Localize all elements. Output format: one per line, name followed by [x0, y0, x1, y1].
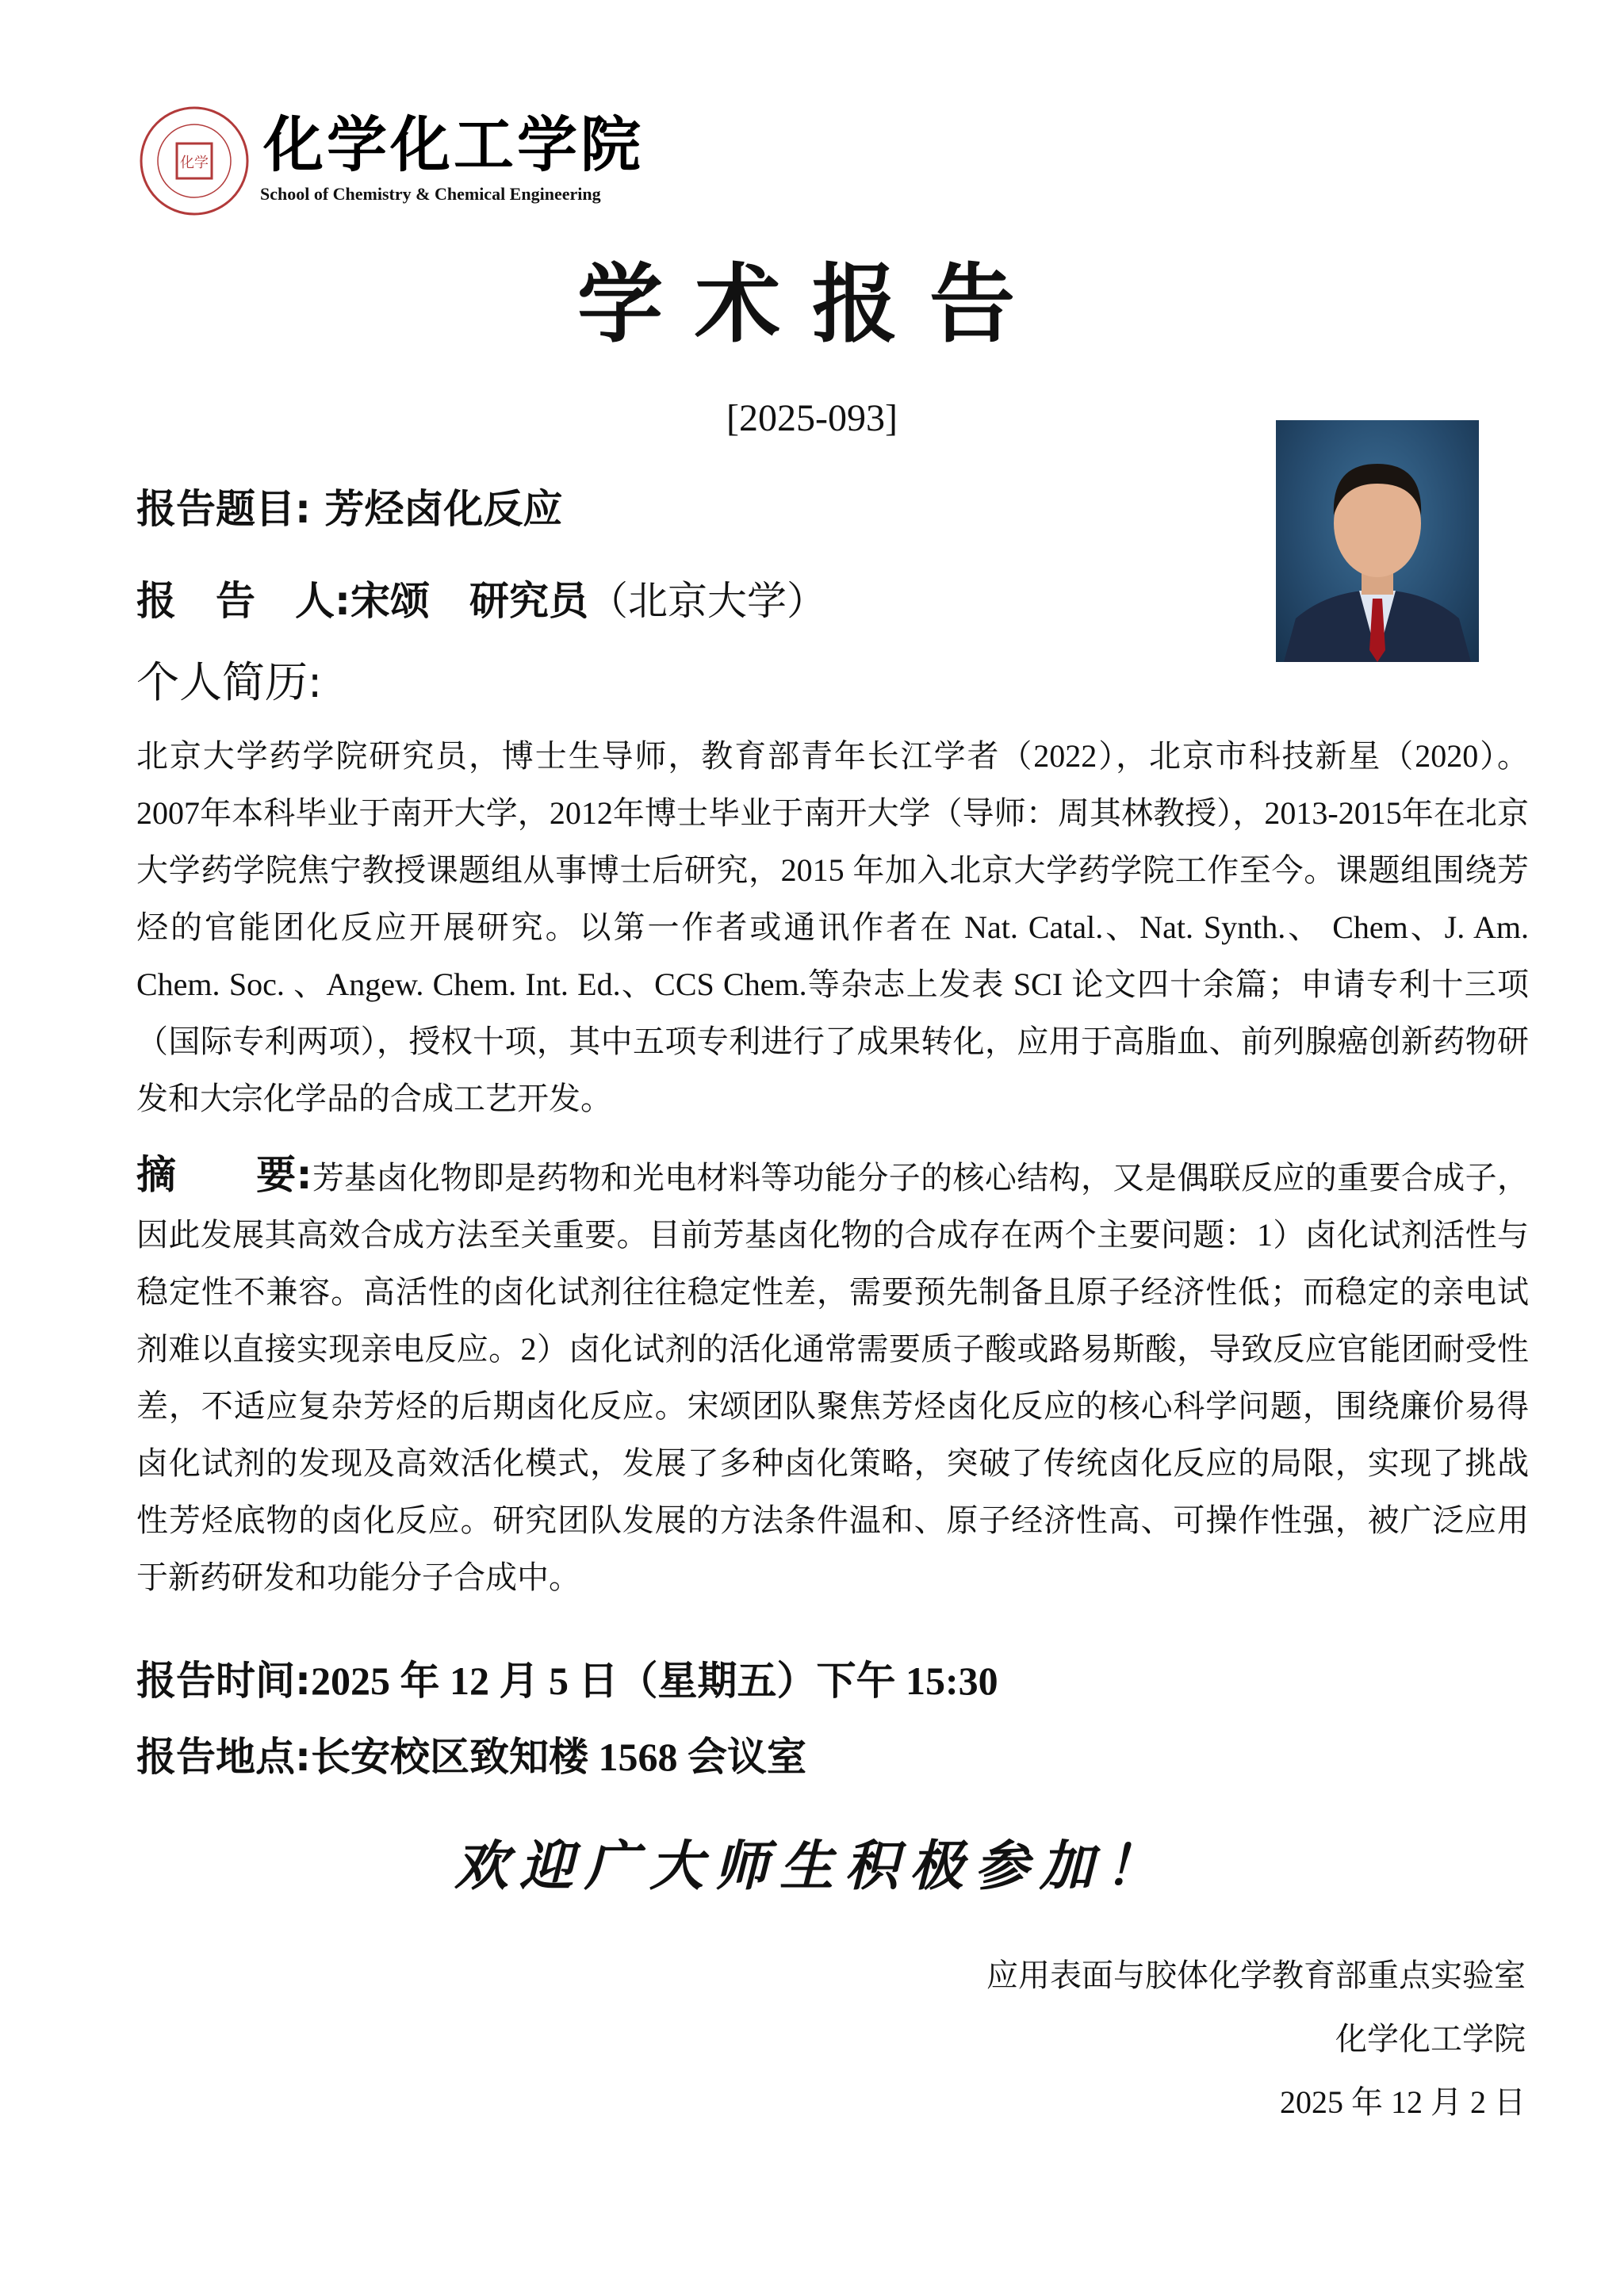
topic-value: 芳烃卤化反应 [324, 486, 563, 532]
school-name-logo: 化学化工学院 [263, 109, 644, 180]
time-label: 报告时间: [136, 1658, 311, 1704]
organizer-school: 化学化工学院 [1335, 2021, 1526, 2057]
document-title: 学术报告 [576, 254, 1047, 354]
report-topic [136, 477, 562, 534]
abstract [136, 1146, 1529, 1606]
school-seal-logo [139, 105, 250, 216]
school-english-name: School of Chemistry & Chemical Engineering [260, 184, 601, 204]
document-number: [2025-093] [726, 397, 898, 439]
report-time [136, 1649, 998, 1706]
place-value: 长安校区致知楼 1568 会议室 [311, 1735, 806, 1779]
bio-heading: 个人简历: [136, 657, 323, 707]
welcome-message: 欢迎广大师生积极参加！ [454, 1835, 1170, 1898]
speaker-affiliation: （北京大学） [588, 578, 826, 624]
issue-date: 2025 年 12 月 2 日 [1280, 2084, 1526, 2120]
bio-text: 北京大学药学院研究员，博士生导师，教育部青年长江学者（2022），北京市科技新星（2020）。2007年本科毕业于南开大学，2012年博士毕业于南开大学（导师：周其林教授），2013-2015年在北京大学药学院焦宁教授课题组从事博士后研究，2015 年加入北京大学药学院工作至今。课题组围绕芳烃的官能团化反应开展研究。以第一作者或通讯作者在 Nat. Catal.、Nat. Synth.、 Chem、J. Am. Chem. Soc. 、Angew. Chem. Int. Ed.、CCS Chem.等杂志上发表 SCI 论文四十余篇；申请专利十三项（国际专利两项），授权十项，其中五项专利进行了成果转化，应用于高脂血、前列腺癌创新药物研发和大宗化学品的合成工艺开发。 [136, 738, 1529, 1116]
abstract-text: 芳基卤化物即是药物和光电材料等功能分子的核心结构，又是偶联反应的重要合成子，因此发展其高效合成方法至关重要。目前芳基卤化物的合成存在两个主要问题：1）卤化试剂活性与稳定性不兼容。高活性的卤化试剂往往稳定性差，需要预先制备且原子经济性低；而稳定的亲电试剂难以直接实现亲电反应。2）卤化试剂的活化通常需要质子酸或路易斯酸，导致反应官能团耐受性差，不适应复杂芳烃的后期卤化反应。宋颂团队聚焦芳烃卤化反应的核心科学问题，围绕廉价易得卤化试剂的发现及高效活化模式，发展了多种卤化策略，突破了传统卤化反应的局限，实现了挑战性芳烃底物的卤化反应。研究团队发展的方法条件温和、原子经济性高、可操作性强，被广泛应用于新药研发和功能分子合成中。 [136, 1160, 1530, 1595]
speaker-photo [1276, 420, 1479, 662]
place-label: 报告地点: [136, 1734, 311, 1780]
topic-label: 报告题目: [136, 486, 311, 532]
speaker-label: 报 告 人: [136, 578, 350, 624]
speaker-name: 宋颂 研究员 [350, 578, 588, 624]
organizer-lab: 应用表面与胶体化学教育部重点实验室 [986, 1957, 1526, 1993]
report-place [136, 1725, 806, 1782]
time-value: 2025 年 12 月 5 日（星期五）下午 15:30 [311, 1659, 998, 1703]
svg-text:化学: 化学 [180, 155, 209, 171]
abstract-label: 摘 要: [136, 1152, 312, 1198]
report-speaker [136, 569, 826, 626]
